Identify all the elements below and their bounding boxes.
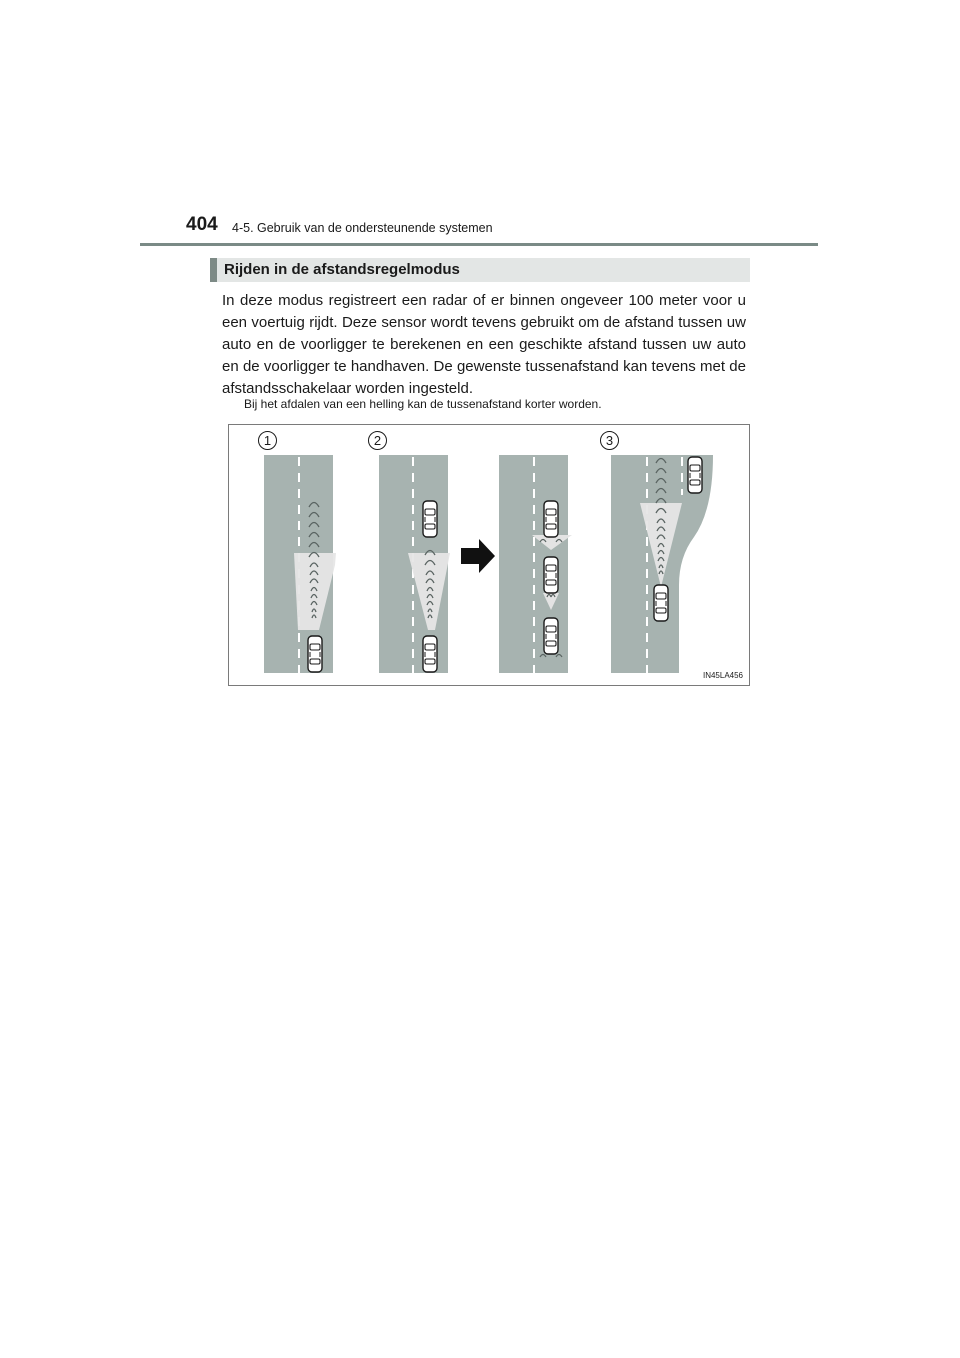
figure-code: IN45LA456 [702,671,743,680]
scene-3 [611,455,713,673]
marker-3: 3 [600,431,619,450]
section-heading-accent [210,258,217,282]
transition-arrow [461,539,495,573]
marker-1: 1 [258,431,277,450]
header-divider [140,243,818,246]
radar-diagram-svg [229,425,751,687]
radar-illustration [228,424,750,686]
section-note: Bij het afdalen van een helling kan de tussenafstand korter worden. [244,397,602,411]
section-title: Rijden in de afstandsregelmodus [224,261,460,278]
marker-2: 2 [368,431,387,450]
scene-1 [264,455,336,673]
chapter-title: 4-5. Gebruik van de ondersteunende systemen [232,221,493,235]
scene-2b [499,455,572,673]
scene-2 [379,455,450,673]
page-number: 404 [186,214,218,235]
section-heading-bar [210,258,750,282]
section-body-text: In deze modus registreert een radar of er binnen ongeveer 100 meter voor u een voertuig rijdt. Deze sensor wordt tevens gebruikt om de afstand tussen uw auto en de voorligger te berekenen en een geschikte afstand tussen uw auto en de voorligger te handhaven. De gewenste tussenafstand kan tevens met de afstandsschakelaar worden ingesteld. [222,292,746,397]
